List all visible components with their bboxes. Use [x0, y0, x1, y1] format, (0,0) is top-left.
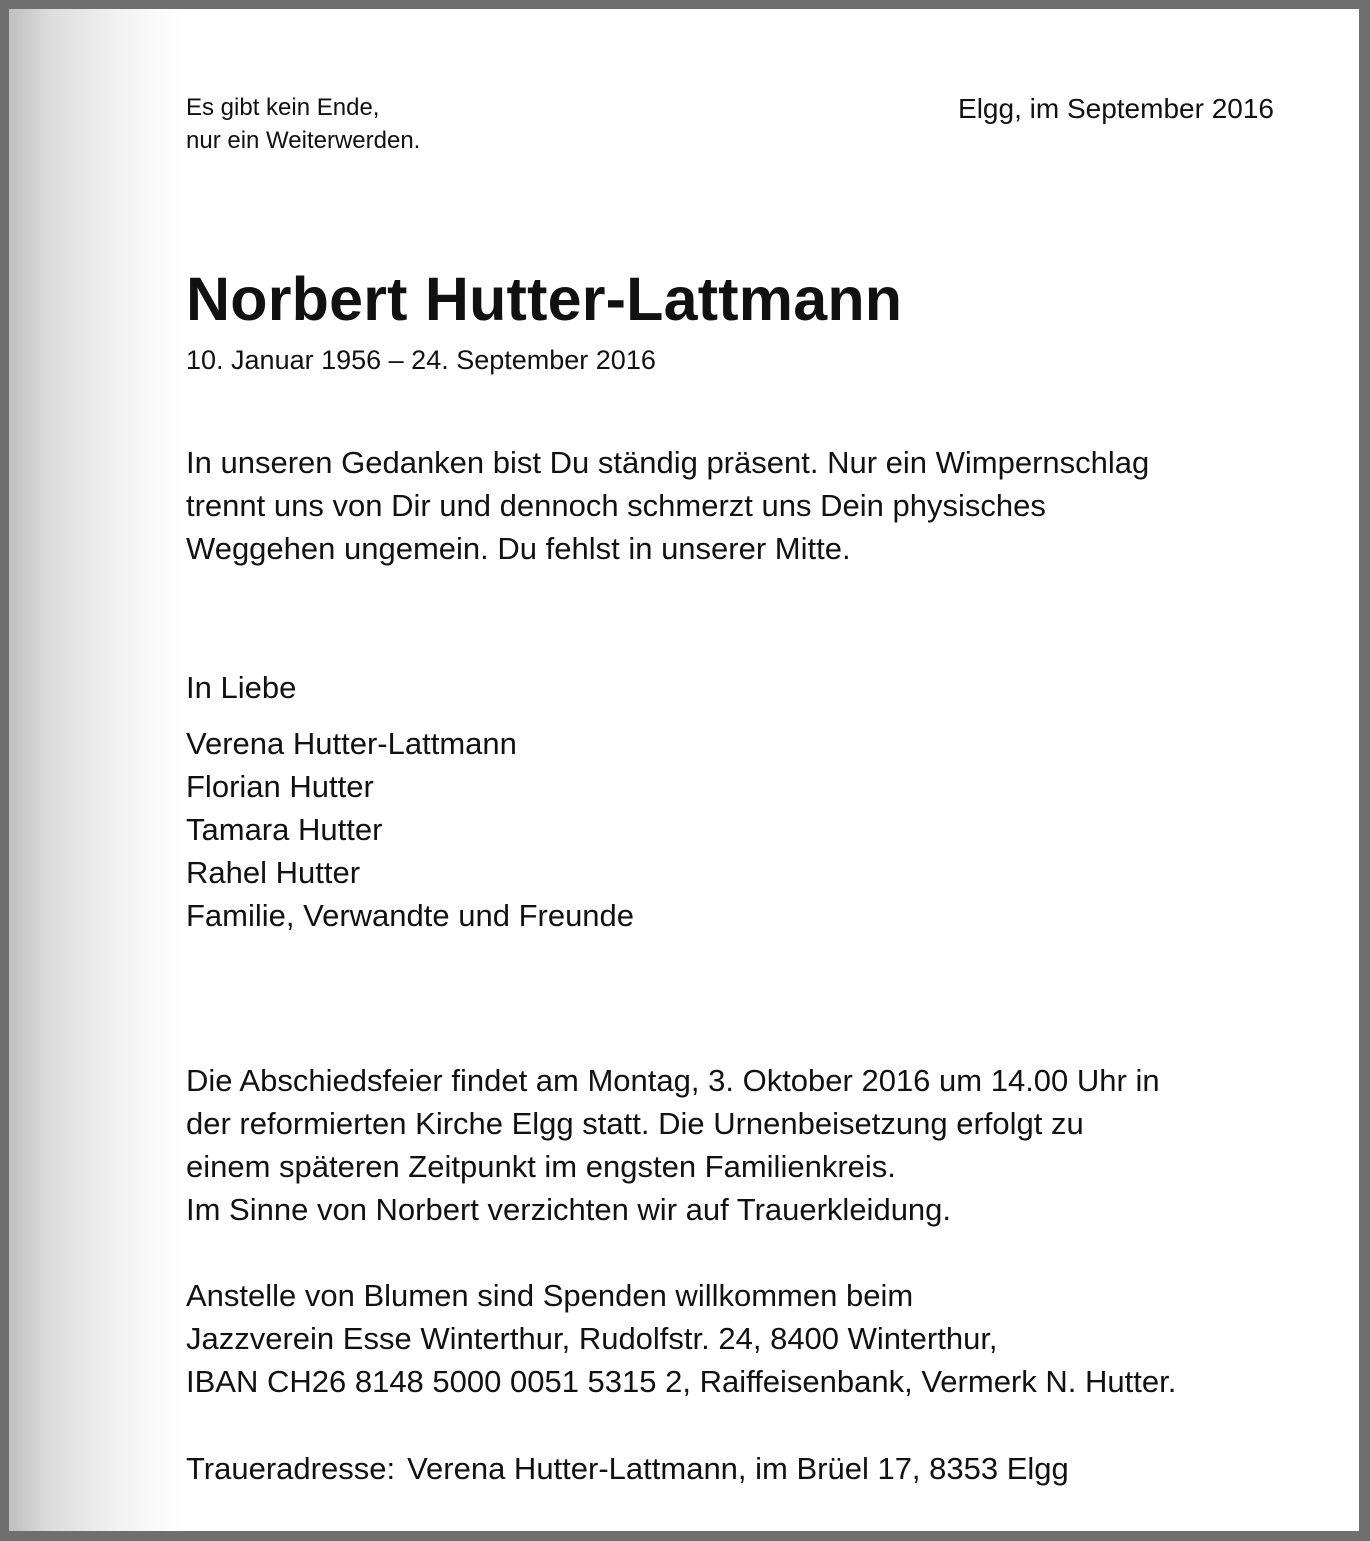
- tribute-line: trennt uns von Dir und dennoch schmerzt uns Dein physisches: [186, 488, 1046, 523]
- ceremony-line: Die Abschiedsfeier findet am Montag, 3. Oktober 2016 um 14.00 Uhr in: [186, 1063, 1160, 1098]
- ceremony-line: der reformierten Kirche Elgg statt. Die Urnenbeisetzung erfolgt zu: [186, 1106, 1084, 1141]
- mourner-name: Familie, Verwandte und Freunde: [186, 898, 635, 933]
- donation-info: [186, 1274, 1176, 1403]
- motto-line-2: nur ein Weiterwerden.: [186, 127, 421, 154]
- motto-line-1: Es gibt kein Ende,: [186, 94, 380, 121]
- ceremony-info: [186, 1059, 1160, 1231]
- mourners-list: [186, 722, 634, 937]
- in-liebe-heading: In Liebe: [186, 670, 297, 705]
- ceremony-line: Im Sinne von Norbert verzichten wir auf Trauerkleidung.: [186, 1192, 952, 1227]
- tribute-text: [186, 441, 1149, 570]
- donation-line: IBAN CH26 8148 5000 0051 5315 2, Raiffeisenbank, Vermerk N. Hutter.: [186, 1364, 1177, 1399]
- motto-quote: [186, 91, 420, 157]
- lifespan-dates: 10. Januar 1956 – 24. September 2016: [186, 345, 656, 375]
- mourner-name: Florian Hutter: [186, 769, 374, 804]
- mourner-name: Tamara Hutter: [186, 812, 383, 847]
- deceased-name: Norbert Hutter-Lattmann: [186, 265, 903, 333]
- mourner-name: Verena Hutter-Lattmann: [186, 726, 517, 761]
- mourner-name: Rahel Hutter: [186, 855, 361, 890]
- address-label: Traueradresse:: [186, 1451, 396, 1486]
- obituary-page: [9, 9, 1359, 1531]
- tribute-line: Weggehen ungemein. Du fehlst in unserer Mitte.: [186, 531, 851, 566]
- donation-line: Anstelle von Blumen sind Spenden willkommen beim: [186, 1278, 914, 1313]
- mourning-address: [186, 1447, 1069, 1490]
- tribute-line: In unseren Gedanken bist Du ständig präsent. Nur ein Wimpernschlag: [186, 445, 1150, 480]
- address-value: Verena Hutter-Lattmann, im Brüel 17, 8353 Elgg: [407, 1451, 1069, 1486]
- ceremony-line: einem späteren Zeitpunkt im engsten Familienkreis.: [186, 1149, 896, 1184]
- donation-line: Jazzverein Esse Winterthur, Rudolfstr. 24, 8400 Winterthur,: [186, 1321, 998, 1356]
- place-date: Elgg, im September 2016: [958, 93, 1274, 124]
